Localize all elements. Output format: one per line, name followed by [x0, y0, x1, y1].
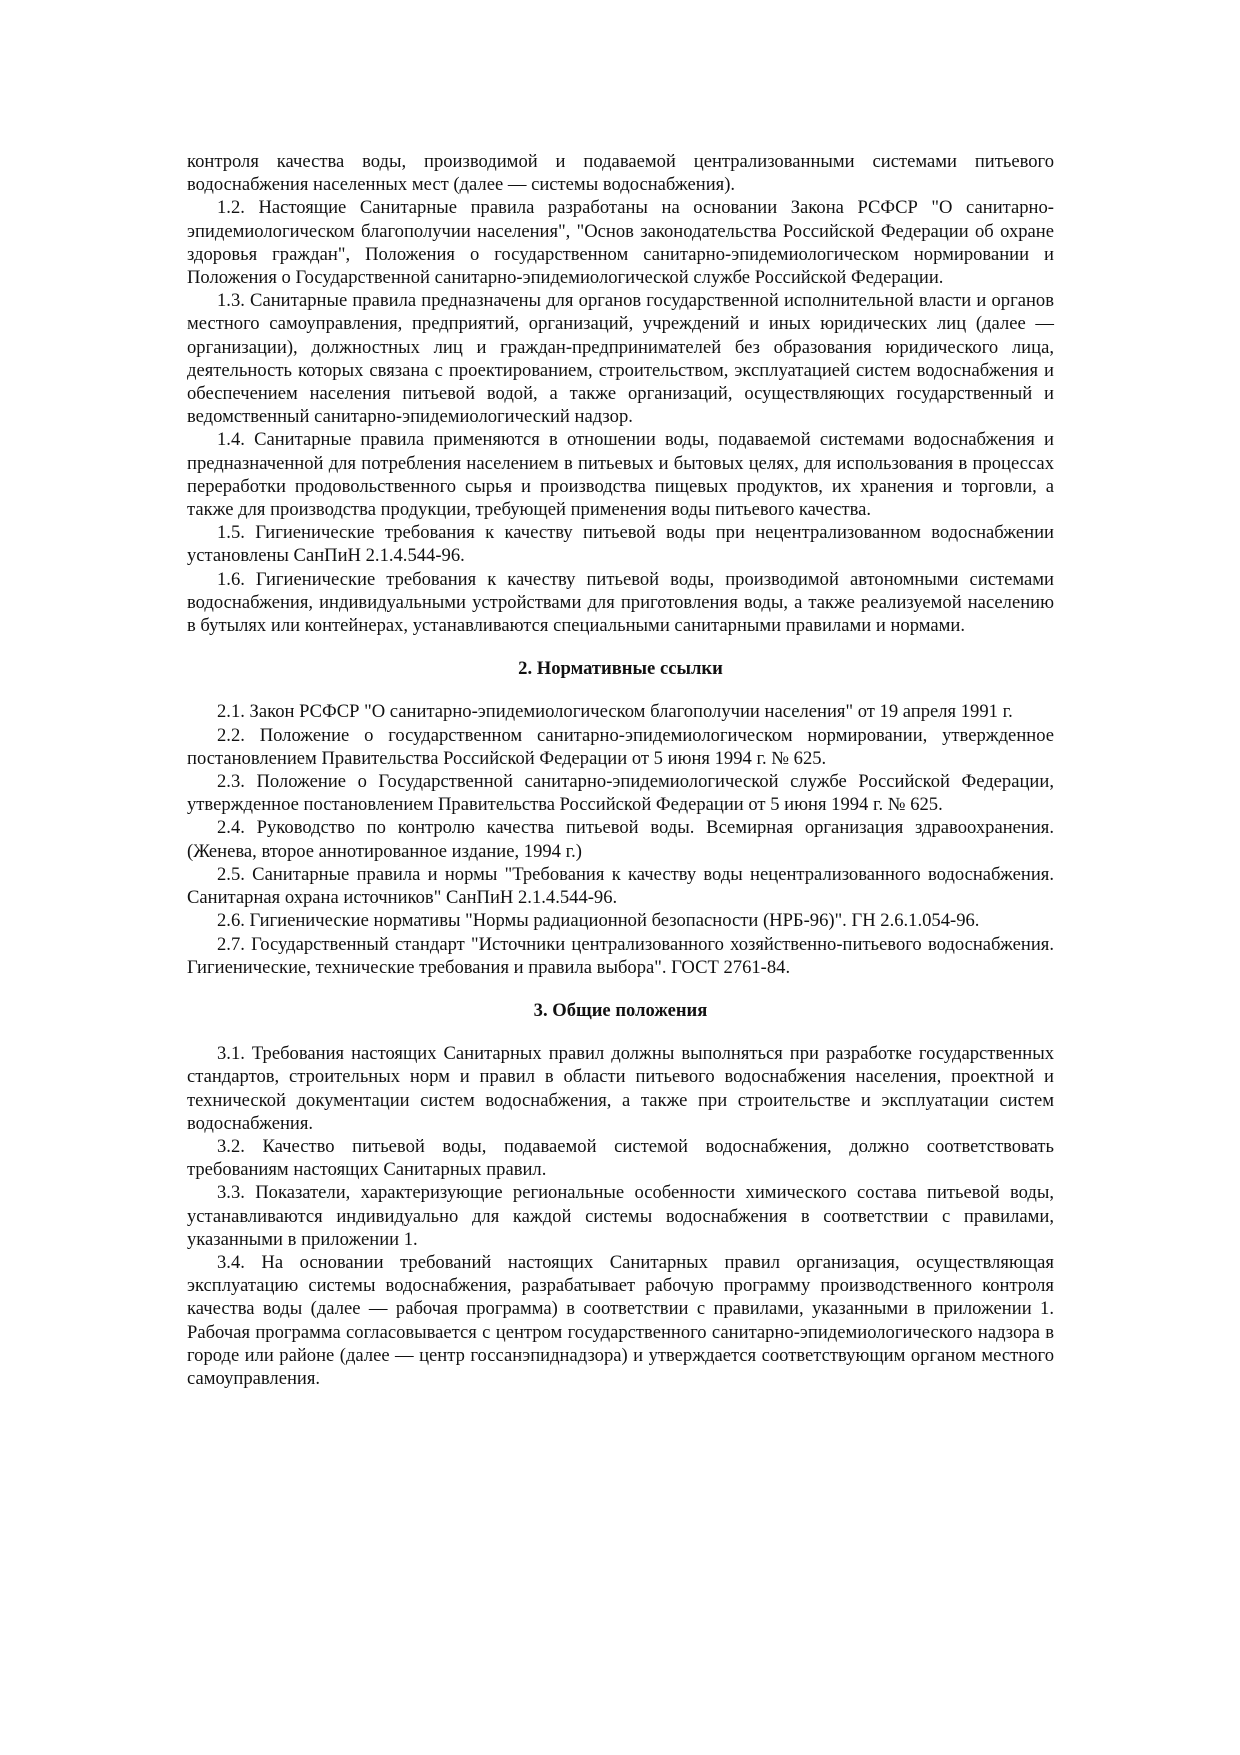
paragraph-2-3: 2.3. Положение о Государственной санитарно-эпидемиологической службе Российской Федерации, утвержденное постановлением Правительства Российской Федерации от 5 июня 1994 г. № 625. — [187, 771, 1054, 816]
paragraph-2-2: 2.2. Положение о государственном санитарно-эпидемиологическом нормировании, утвержденное постановлением Правительства Российской Федерации от 5 июня 1994 г. № 625. — [187, 724, 1054, 769]
section-heading-general-provisions: 3. Общие положения — [533, 999, 708, 1021]
paragraph-2-7: 2.7. Государственный стандарт "Источники централизованного хозяйственно-питьевого водоснабжения. Гигиенические, технические требования и правила выбора". ГОСТ 2761-84. — [187, 933, 1054, 978]
paragraph-2-4: 2.4. Руководство по контролю качества питьевой воды. Всемирная организация здравоохранения. (Женева, второе аннотированное издание, 1994 г.) — [187, 817, 1054, 862]
document-page — [187, 150, 1054, 1390]
section-heading-normative-references: 2. Нормативные ссылки — [518, 658, 723, 680]
paragraph-1-4: 1.4. Санитарные правила применяются в отношении воды, подаваемой системами водоснабжения и предназначенной для потребления населением в питьевых и бытовых целях, для использования в процессах переработки продовольственного сырья и производства пищевых продуктов, их хранения и торговли, а также для производства продукции, требующей применения воды питьевого качества. — [187, 429, 1054, 521]
paragraph-1-3: 1.3. Санитарные правила предназначены для органов государственной исполнительной власти и органов местного самоуправления, предприятий, организаций, учреждений и иных юридических лиц (далее — организации), должностных лиц и граждан-предпринимателей без образования юридического лица, деятельность которых связана с проектированием, строительством, эксплуатацией систем водоснабжения и обеспечением населения питьевой водой, а также организаций, осуществляющих государственный и ведомственный санитарно-эпидемиологический надзор. — [187, 290, 1054, 428]
paragraph-2-5: 2.5. Санитарные правила и нормы "Требования к качеству воды нецентрализованного водоснабжения. Санитарная охрана источников" СанПиН 2.1.4.544-96. — [187, 863, 1054, 909]
paragraph-2-1: 2.1. Закон РСФСР "О санитарно-эпидемиологическом благополучии населения" от 19 апреля 1991 г. — [217, 701, 1013, 723]
paragraph-1-2: 1.2. Настоящие Санитарные правила разработаны на основании Закона РСФСР "О санитарно-эпидемиологическом благополучии населения", "Основ законодательства Российской Федерации об охране здоровья граждан", Положения о государственном санитарно-эпидемиологическом нормировании и Положения о Государственной санитарно-эпидемиологической службе Российской Федерации. — [187, 197, 1054, 289]
paragraph-1-1-continuation: контроля качества воды, производимой и подаваемой централизованными системами питьевого водоснабжения населенных мест (далее — системы водоснабжения). — [187, 151, 1054, 196]
paragraph-3-1: 3.1. Требования настоящих Санитарных правил должны выполняться при разработке государственных стандартов, строительных норм и правил в области питьевого водоснабжения населения, проектной и технической документации систем водоснабжения, а также при строительстве и эксплуатации систем водоснабжения. — [187, 1043, 1054, 1134]
paragraph-2-6: 2.6. Гигиенические нормативы "Нормы радиационной безопасности (НРБ-96)". ГН 2.6.1.054-96. — [217, 910, 980, 932]
paragraph-1-6: 1.6. Гигиенические требования к качеству питьевой воды, производимой автономными системами водоснабжения, индивидуальными устройствами для приготовления воды, а также реализуемой населению в бутылях или контейнерах, устанавливаются специальными санитарными правилами и нормами. — [187, 568, 1054, 637]
paragraph-3-2: 3.2. Качество питьевой воды, подаваемой системой водоснабжения, должно соответствовать требованиям настоящих Санитарных правил. — [187, 1135, 1054, 1181]
paragraph-3-4: 3.4. На основании требований настоящих Санитарных правил организация, осуществляющая эксплуатацию системы водоснабжения, разрабатывает рабочую программу производственного контроля качества воды (далее — рабочая программа) в соответствии с правилами, указанными в приложении 1. Рабочая программа согласовывается с центром государственного санитарно-эпидемиологического надзора в городе или районе (далее — центр госсанэпиднадзора) и утверждается соответствующим органом местного самоуправления. — [187, 1251, 1054, 1389]
paragraph-3-3: 3.3. Показатели, характеризующие региональные особенности химического состава питьевой воды, устанавливаются индивидуально для каждой системы водоснабжения в соответствии с правилами, указанными в приложении 1. — [187, 1182, 1054, 1250]
paragraph-1-5: 1.5. Гигиенические требования к качеству питьевой воды при нецентрализованном водоснабжении установлены СанПиН 2.1.4.544-96. — [187, 522, 1054, 567]
